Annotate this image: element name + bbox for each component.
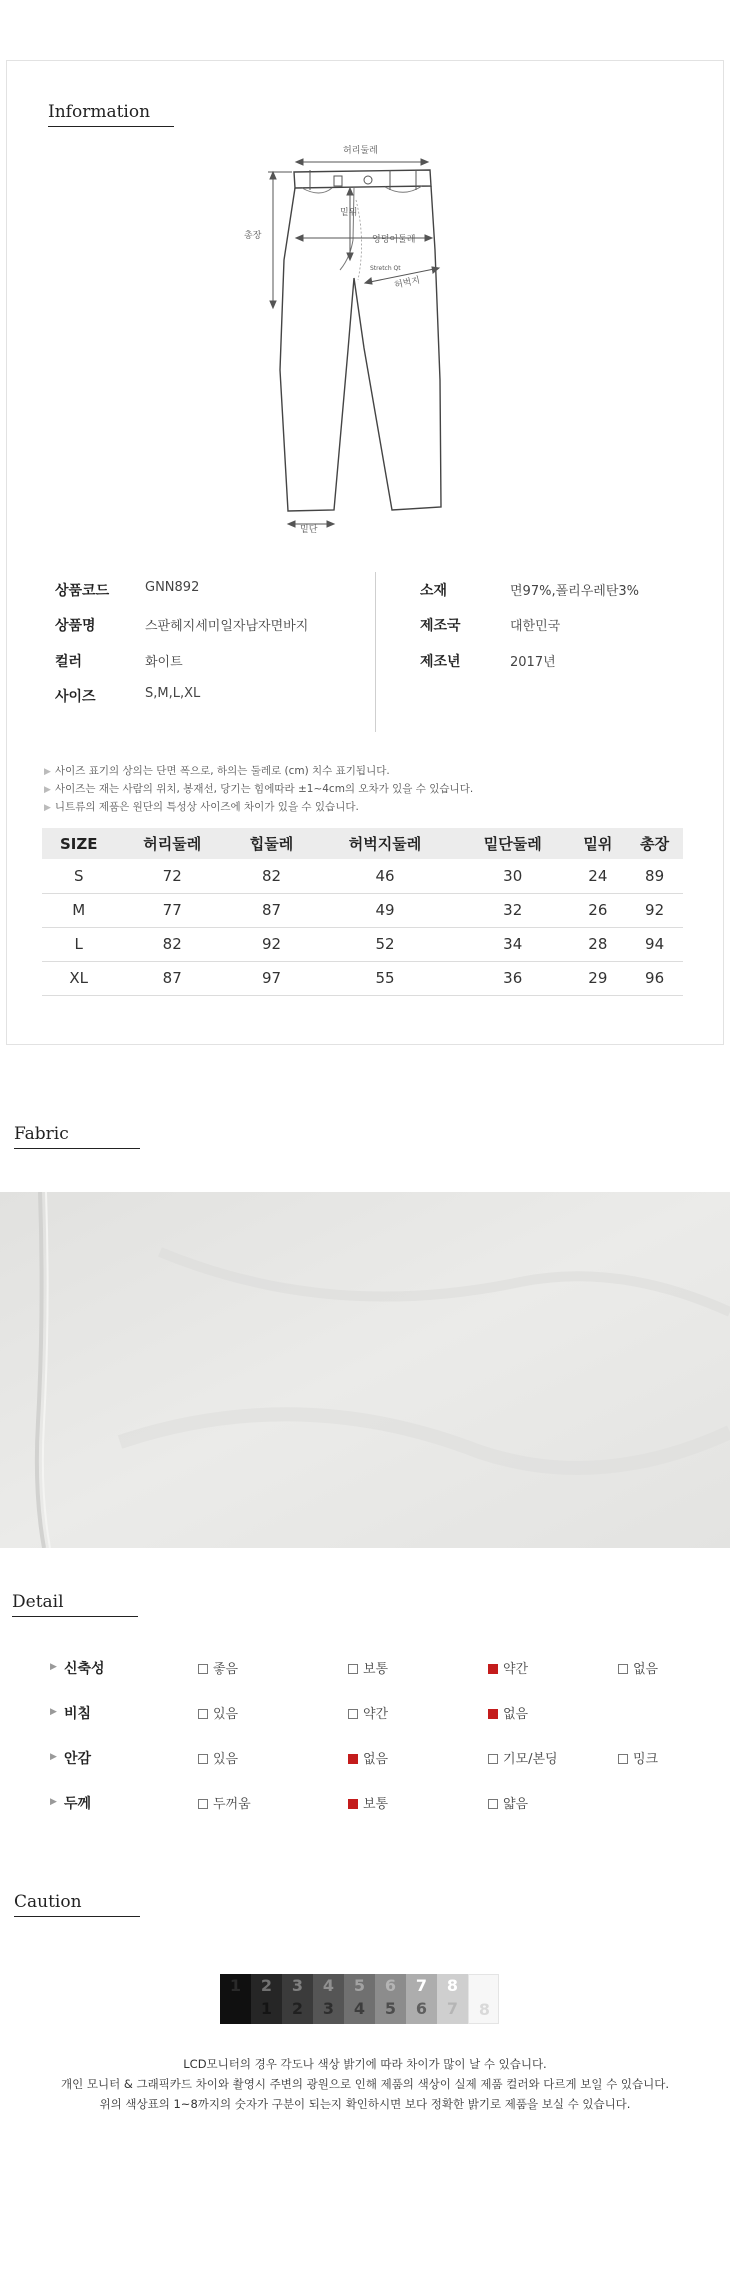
triangle-icon: ▶ <box>50 1662 57 1672</box>
table-row <box>42 859 683 893</box>
fabric-title-underline <box>14 1148 140 1149</box>
option-checkbox-selected[interactable] <box>488 1703 528 1722</box>
spec-value-year: 2017년 <box>510 655 556 670</box>
option-checkbox[interactable] <box>488 1748 558 1767</box>
spec-value-code: GNN892 <box>145 580 200 595</box>
checked-box-icon <box>348 1799 358 1809</box>
checkbox-icon <box>348 1664 358 1674</box>
swatch-number-upper: 1 <box>229 1976 242 1995</box>
brightness-swatch <box>468 1974 499 2024</box>
table-cell: 28 <box>569 927 626 961</box>
option-label: 있음 <box>213 1752 239 1767</box>
table-cell: 55 <box>314 961 456 995</box>
option-label: 약간 <box>363 1707 389 1722</box>
swatch-number-upper: 7 <box>415 1976 428 1995</box>
swatch-number-lower: 3 <box>322 1999 335 2018</box>
option-label: 있음 <box>213 1707 239 1722</box>
swatch-number-upper: 5 <box>353 1976 366 1995</box>
spec-value-material: 면97%,폴리우레탄3% <box>510 584 639 599</box>
size-note-text: 사이즈 표기의 상의는 단면 폭으로, 하의는 둘레로 (cm) 치수 표기됩니다. <box>54 765 390 777</box>
table-cell: 26 <box>569 893 626 927</box>
detail-title-underline <box>12 1616 138 1617</box>
table-cell: L <box>42 927 115 961</box>
triangle-icon: ▶ <box>44 803 51 813</box>
caution-text: LCD모니터의 경우 각도나 색상 밝기에 따라 차이가 많이 날 수 있습니다. <box>183 2057 547 2071</box>
triangle-icon: ▶ <box>50 1752 57 1762</box>
table-cell: XL <box>42 961 115 995</box>
diagram-label-hem: 밑단 <box>300 525 318 535</box>
spec-label-country: 제조국 <box>420 618 461 634</box>
option-checkbox-selected[interactable] <box>348 1748 388 1767</box>
spec-value-name: 스판헤지세미일자남자면바지 <box>145 619 309 634</box>
size-note-text: 니트류의 제품은 원단의 특성상 사이즈에 차이가 있을 수 있습니다. <box>54 801 359 813</box>
option-checkbox[interactable] <box>488 1793 528 1812</box>
diagram-label-hip: 엉덩이둘레 <box>372 235 416 245</box>
table-cell: 87 <box>115 961 229 995</box>
table-row <box>42 893 683 927</box>
triangle-icon: ▶ <box>44 785 51 795</box>
header-cell: 허리둘레 <box>115 828 229 859</box>
table-cell: 89 <box>626 859 683 893</box>
option-checkbox[interactable] <box>348 1703 388 1722</box>
swatch-number-lower: 5 <box>384 1999 397 2018</box>
header-cell: SIZE <box>42 828 115 859</box>
table-cell: 30 <box>456 859 570 893</box>
option-checkbox[interactable] <box>618 1658 658 1677</box>
table-cell: M <box>42 893 115 927</box>
spec-label-material: 소재 <box>420 583 448 599</box>
diagram-label-rise: 밑위 <box>340 208 358 218</box>
option-label: 약간 <box>503 1662 529 1677</box>
table-cell: 87 <box>229 893 314 927</box>
brightness-swatch <box>313 1974 344 2024</box>
checkbox-icon <box>198 1754 208 1764</box>
spec-label-size: 사이즈 <box>55 689 96 705</box>
checkbox-icon <box>618 1664 628 1674</box>
triangle-icon: ▶ <box>50 1707 57 1717</box>
option-checkbox[interactable] <box>618 1748 658 1767</box>
option-label: 기모/본딩 <box>503 1752 558 1767</box>
checkbox-icon <box>618 1754 628 1764</box>
triangle-icon: ▶ <box>50 1797 57 1807</box>
caution-title: Caution <box>14 1892 82 1912</box>
diagram-label-thigh: 허벅지 <box>393 275 422 291</box>
swatch-number-upper: 8 <box>446 1976 459 1995</box>
detail-label: 비침 <box>64 1706 92 1722</box>
swatch-number-lower: 4 <box>353 1999 366 2018</box>
checkbox-icon <box>198 1664 208 1674</box>
detail-title: Detail <box>12 1592 64 1612</box>
option-checkbox[interactable] <box>198 1793 251 1812</box>
option-checkbox-selected[interactable] <box>348 1793 388 1812</box>
table-cell: 94 <box>626 927 683 961</box>
option-label: 좋음 <box>213 1662 239 1677</box>
table-cell: 34 <box>456 927 570 961</box>
option-label: 보통 <box>363 1797 389 1812</box>
brightness-swatch <box>437 1974 468 2024</box>
spec-label-name: 상품명 <box>55 618 96 634</box>
fabric-title: Fabric <box>14 1124 69 1144</box>
table-cell: 72 <box>115 859 229 893</box>
swatch-number-lower: 7 <box>446 1999 459 2018</box>
brightness-swatch <box>406 1974 437 2024</box>
option-checkbox[interactable] <box>198 1748 238 1767</box>
swatch-number-lower: 8 <box>478 2000 491 2019</box>
caution-text: 개인 모니터 & 그래픽카드 차이와 촬영시 주변의 광원으로 인해 제품의 색상이 실제 제품 컬러와 다르게 보일 수 있습니다. <box>61 2077 669 2091</box>
table-cell: 36 <box>456 961 570 995</box>
fabric-photo <box>0 1192 730 1548</box>
checkbox-icon <box>488 1799 498 1809</box>
swatch-number-lower: 6 <box>415 1999 428 2018</box>
swatch-number-lower: 1 <box>260 1999 273 2018</box>
option-checkbox[interactable] <box>198 1658 238 1677</box>
spec-value-country: 대한민국 <box>510 619 561 634</box>
information-title: Information <box>48 102 151 122</box>
fabric-texture <box>0 1192 730 1548</box>
header-cell: 허벅지둘레 <box>314 828 456 859</box>
checkbox-icon <box>348 1709 358 1719</box>
checkbox-icon <box>198 1709 208 1719</box>
option-checkbox[interactable] <box>348 1658 388 1677</box>
checked-box-icon <box>488 1709 498 1719</box>
header-cell: 밑단둘레 <box>456 828 570 859</box>
option-label: 없음 <box>363 1752 389 1767</box>
header-cell: 밑위 <box>569 828 626 859</box>
table-cell: 92 <box>626 893 683 927</box>
detail-label: 두께 <box>64 1796 92 1812</box>
detail-label: 신축성 <box>64 1661 105 1677</box>
swatch-number-upper: 3 <box>291 1976 304 1995</box>
table-cell: 82 <box>229 859 314 893</box>
checked-box-icon <box>348 1754 358 1764</box>
table-row <box>42 927 683 961</box>
brightness-swatch <box>251 1974 282 2024</box>
size-note <box>44 781 473 796</box>
table-cell: 49 <box>314 893 456 927</box>
checkbox-icon <box>488 1754 498 1764</box>
swatch-number-upper: 2 <box>260 1976 273 1995</box>
spec-label-color: 컬러 <box>55 654 83 670</box>
spec-value-color: 화이트 <box>145 655 183 670</box>
triangle-icon: ▶ <box>44 767 51 777</box>
caution-title-underline <box>14 1916 140 1917</box>
pants-size-diagram <box>240 140 480 540</box>
option-label: 얇음 <box>503 1797 529 1812</box>
header-cell: 총장 <box>626 828 683 859</box>
table-cell: 52 <box>314 927 456 961</box>
option-label: 보통 <box>363 1662 389 1677</box>
swatch-number-upper: 4 <box>322 1976 335 1995</box>
checked-box-icon <box>488 1664 498 1674</box>
diagram-label-waist: 허리둘레 <box>343 146 378 156</box>
swatch-number-lower: 2 <box>291 1999 304 2018</box>
brightness-swatch <box>344 1974 375 2024</box>
table-cell: 32 <box>456 893 570 927</box>
table-cell: 92 <box>229 927 314 961</box>
size-note <box>44 763 390 778</box>
table-cell: 24 <box>569 859 626 893</box>
diagram-label-stretch: Stretch Qt <box>370 265 401 272</box>
swatch-number-upper: 6 <box>384 1976 397 1995</box>
table-cell: 96 <box>626 961 683 995</box>
option-checkbox[interactable] <box>198 1703 238 1722</box>
table-cell: 77 <box>115 893 229 927</box>
spec-label-year: 제조년 <box>420 654 461 670</box>
brightness-swatch <box>375 1974 406 2024</box>
information-title-underline <box>48 126 174 127</box>
option-label: 없음 <box>633 1662 659 1677</box>
table-cell: 46 <box>314 859 456 893</box>
option-label: 밍크 <box>633 1752 659 1767</box>
brightness-swatch <box>282 1974 313 2024</box>
table-cell: 29 <box>569 961 626 995</box>
spec-label-code: 상품코드 <box>55 583 110 599</box>
option-label: 두꺼움 <box>213 1797 251 1812</box>
size-note-text: 사이즈는 재는 사람의 위치, 봉재선, 당기는 힘에따라 ±1~4cm의 오차가 있을 수 있습니다. <box>54 783 474 795</box>
detail-label: 안감 <box>64 1751 92 1767</box>
spec-divider <box>375 572 376 732</box>
size-table <box>42 828 683 996</box>
caution-text: 위의 색상표의 1~8까지의 숫자가 구분이 되는지 확인하시면 보다 정확한 밝기로 제품을 보실 수 있습니다. <box>99 2097 631 2111</box>
table-cell: S <box>42 859 115 893</box>
brightness-swatch <box>220 1974 251 2024</box>
header-cell: 힙둘레 <box>229 828 314 859</box>
size-note <box>44 799 359 814</box>
diagram-label-length: 총장 <box>244 231 262 241</box>
spec-value-size: S,M,L,XL <box>145 686 201 701</box>
option-checkbox-selected[interactable] <box>488 1658 528 1677</box>
option-label: 없음 <box>503 1707 529 1722</box>
table-row <box>42 961 683 995</box>
checkbox-icon <box>198 1799 208 1809</box>
size-table-header <box>42 828 683 859</box>
table-cell: 82 <box>115 927 229 961</box>
table-cell: 97 <box>229 961 314 995</box>
